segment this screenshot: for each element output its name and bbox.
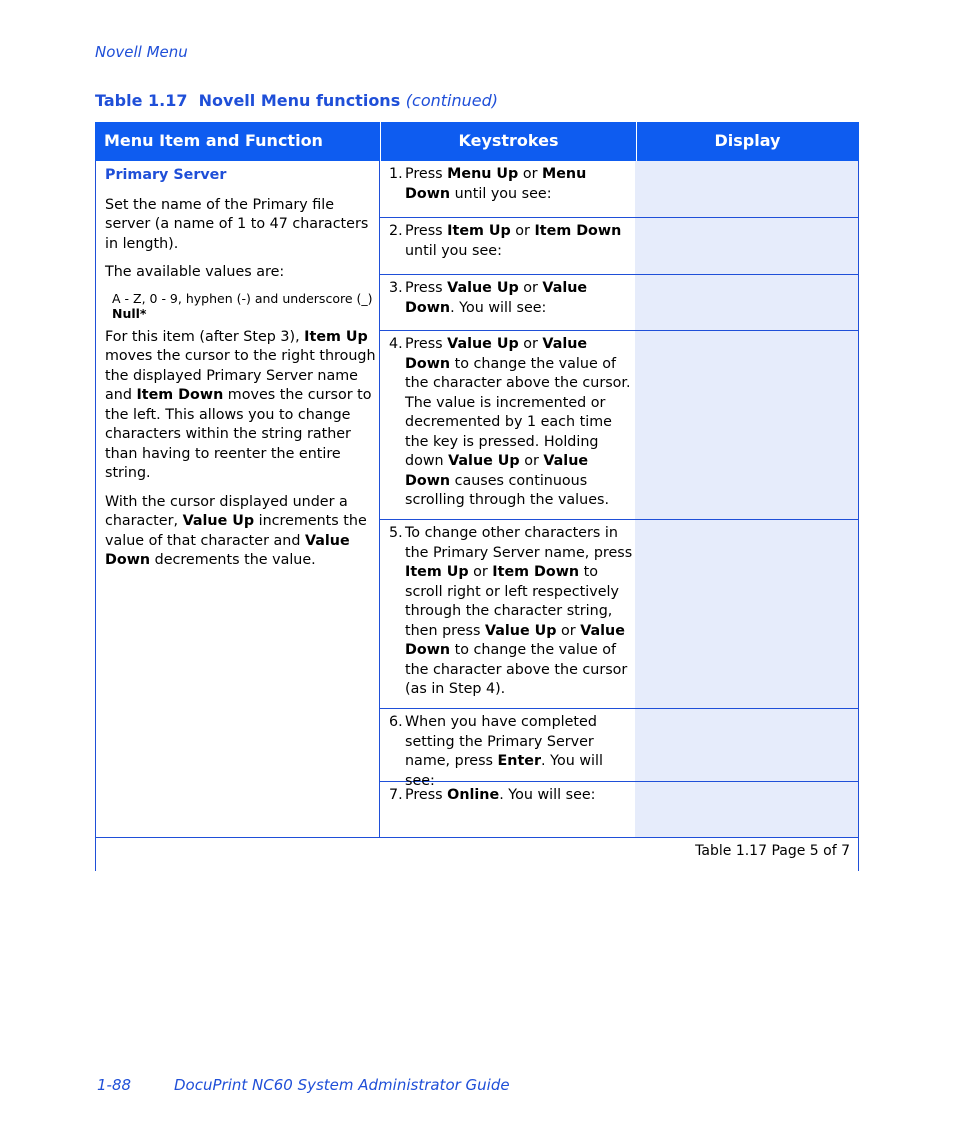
table-continued: (continued)	[405, 91, 499, 110]
step-text-fragment: Press	[405, 336, 448, 352]
display-cell	[635, 161, 858, 217]
key-name: Value Down	[405, 280, 588, 316]
step-number: 3.	[389, 280, 403, 296]
step-row	[380, 520, 859, 709]
column-header-display: Display	[714, 131, 781, 150]
step-text	[405, 713, 633, 791]
key-name: Value Down	[405, 622, 625, 658]
step-row	[380, 275, 859, 331]
step-text-fragment: or	[518, 336, 543, 352]
key-name: Item Up	[447, 223, 511, 239]
step-row	[380, 331, 859, 520]
step-text-fragment: causes continuous scrolling through the values.	[405, 472, 609, 508]
step-number: 4.	[389, 336, 403, 352]
column-header-menu-item: Menu Item and Function	[104, 131, 323, 150]
key-name: Menu Down	[405, 166, 587, 202]
display-cell	[635, 331, 858, 519]
step-text-fragment: or	[518, 280, 543, 296]
step-number: 5.	[389, 525, 403, 541]
step-number: 7.	[389, 787, 403, 803]
step-text-fragment: To change other characters in the Primary Server name, press	[405, 525, 633, 561]
step-text-fragment: or	[468, 564, 493, 580]
display-cell	[635, 782, 858, 837]
step-row	[380, 709, 859, 789]
step-text-fragment: or	[519, 453, 544, 469]
item-description: Set the name of the Primary file server (a name of 1 to 47 characters in length).	[105, 196, 369, 252]
key-name: Value Up	[447, 280, 519, 296]
item-values-null: Null*	[112, 305, 147, 321]
keystroke-cell	[380, 331, 635, 519]
key-name: Value Up	[484, 622, 557, 639]
step-text-fragment: Press	[405, 787, 448, 803]
step-text-fragment: to scroll right or left respectively through the character string, then press	[405, 564, 619, 639]
display-cell	[635, 520, 858, 708]
step-text-fragment: . You will see:	[499, 787, 596, 803]
key-name: Online	[447, 787, 500, 803]
menu-item-cell	[95, 161, 380, 837]
step-text-fragment: or	[518, 166, 542, 182]
table-title	[95, 91, 498, 110]
item-values-range: A - Z, 0 - 9, hyphen (-) and underscore (_)	[112, 290, 373, 306]
item-values-intro: The available values are:	[105, 264, 285, 280]
step-number: 2.	[389, 223, 403, 239]
step-text	[405, 524, 633, 700]
key-name: Menu Up	[447, 166, 519, 182]
step-text-fragment: or	[510, 223, 535, 239]
step-text-fragment: until you see:	[405, 242, 502, 259]
step-text	[405, 165, 633, 204]
step-text-fragment: to change the value of the character above the cursor. The value is incremented or decremented by 1 each time the key is pressed. Holding down	[405, 355, 631, 469]
step-text-fragment: Press	[405, 223, 448, 239]
table-header-row	[95, 122, 859, 161]
item-value-note: With the cursor displayed under a character, Value Up increments the value of that character and Value Down decrements the value.	[105, 493, 367, 568]
keystroke-cell	[380, 709, 635, 789]
display-cell	[635, 275, 858, 330]
step-text-fragment: or	[556, 622, 581, 639]
step-text-fragment: until you see:	[450, 185, 552, 202]
table-page-note: Table 1.17 Page 5 of 7	[695, 843, 850, 859]
item-values-list	[112, 291, 377, 321]
running-header: Novell Menu	[95, 43, 188, 61]
step-row	[380, 218, 859, 275]
table-footer-row	[95, 837, 859, 871]
step-number: 1.	[389, 166, 403, 182]
keystroke-cell	[380, 218, 635, 274]
step-row	[380, 161, 859, 218]
key-name: Item Up	[405, 564, 469, 580]
key-name: Value Up	[448, 453, 520, 469]
step-text-fragment: Press	[405, 166, 448, 182]
step-row	[380, 782, 859, 837]
column-header-keystrokes: Keystrokes	[458, 131, 559, 150]
step-text-fragment: . You will see:	[405, 753, 603, 789]
keystroke-cell	[380, 161, 635, 217]
key-name: Enter	[497, 753, 542, 769]
key-name: Value Down	[405, 336, 588, 372]
key-name: Value Down	[405, 453, 589, 489]
display-cell	[635, 218, 858, 274]
item-cursor-note: For this item (after Step 3), Item Up moves the cursor to the right through the displayed Primary Server name and Item Down moves the cursor to the left. This allows you to change characters within the string rather than having to reenter the entire string.	[105, 328, 376, 481]
display-cell	[635, 709, 858, 781]
table-number: Table 1.17	[95, 91, 188, 110]
key-name: Value Up	[447, 336, 519, 352]
guide-title: DocuPrint NC60 System Administrator Guide	[174, 1076, 510, 1094]
keystroke-cell	[380, 520, 635, 708]
step-text	[405, 335, 633, 511]
key-name: Item Down	[492, 564, 580, 580]
key-name: Item Down	[534, 223, 622, 239]
item-title: Primary Server	[105, 167, 227, 183]
page-number: 1-88	[97, 1076, 132, 1094]
step-text	[405, 279, 633, 318]
step-text	[405, 222, 633, 261]
step-text-fragment: Press	[405, 280, 448, 296]
step-text-fragment: . You will see:	[450, 299, 547, 316]
keystroke-cell	[380, 782, 635, 837]
step-text	[405, 786, 633, 806]
keystroke-cell	[380, 275, 635, 330]
table-name: Novell Menu functions	[198, 91, 401, 110]
step-text-fragment: to change the value of the character above the cursor (as in Step 4).	[405, 642, 628, 697]
step-text-fragment: When you have completed setting the Primary Server name, press	[405, 714, 597, 769]
step-number: 6.	[389, 714, 403, 730]
